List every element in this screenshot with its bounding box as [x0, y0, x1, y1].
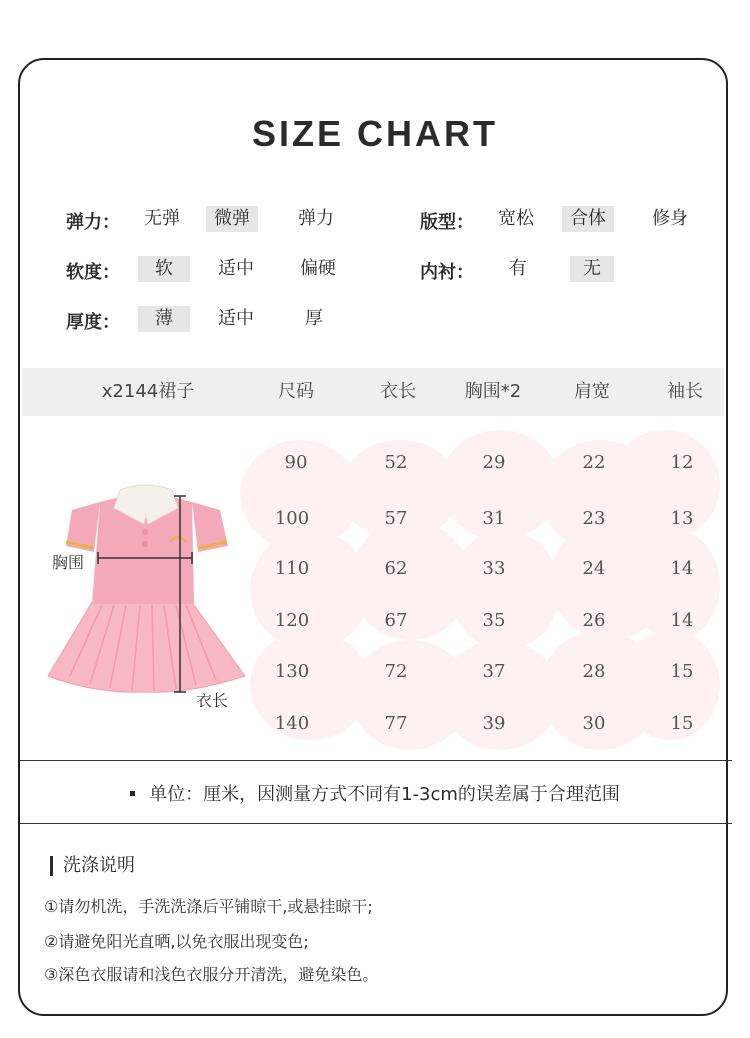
table-cell: 29: [482, 452, 506, 473]
table-cell: 90: [284, 452, 308, 473]
table-cell: 72: [384, 661, 408, 682]
header-product: x2144裙子: [101, 381, 195, 402]
softness-option-hard: 偏硬: [300, 258, 336, 279]
divider-top: [20, 760, 732, 761]
table-cell: 52: [384, 452, 408, 473]
table-cell: 23: [582, 508, 606, 529]
thickness-option-thick: 厚: [305, 308, 323, 329]
divider-bottom: [20, 823, 732, 824]
fit-option-regular: 合体: [562, 206, 614, 232]
table-cell: 14: [670, 558, 694, 579]
table-cell: 12: [670, 452, 694, 473]
table-cell: 140: [274, 713, 310, 734]
wash-item: ③深色衣服请和浅色衣服分开清洗，避免染色。: [44, 965, 379, 984]
table-cell: 35: [482, 610, 506, 631]
table-cell: 120: [274, 610, 310, 631]
table-cell: 15: [670, 713, 694, 734]
table-cell: 33: [482, 558, 506, 579]
table-cell: 57: [384, 508, 408, 529]
table-cell: 24: [582, 558, 606, 579]
fit-label: 版型：: [420, 212, 474, 233]
table-cell: 28: [582, 661, 606, 682]
unit-note: [0, 780, 750, 806]
table-cell: 110: [274, 558, 310, 579]
table-cell: 77: [384, 713, 408, 734]
table-cell: 67: [384, 610, 408, 631]
bullet-icon: [130, 791, 135, 796]
table-cell: 100: [274, 508, 310, 529]
elasticity-option-elastic: 弹力: [298, 208, 334, 229]
elasticity-option-slight: 微弹: [206, 206, 258, 232]
chest-measure-label: 胸围: [52, 553, 85, 572]
table-cell: 15: [670, 661, 694, 682]
thickness-option-medium: 适中: [218, 308, 254, 329]
wash-item: ①请勿机洗，手洗洗涤后平铺晾干,或悬挂晾干;: [44, 897, 373, 916]
elasticity-label: 弹力：: [66, 212, 120, 233]
wash-title: 洗涤说明: [50, 856, 135, 876]
thickness-label: 厚度：: [66, 312, 120, 333]
lining-label: 内衬：: [420, 262, 474, 283]
softness-label: 软度：: [66, 262, 120, 283]
header-size: 尺码: [278, 381, 314, 402]
table-cell: 39: [482, 713, 506, 734]
fit-option-loose: 宽松: [498, 208, 534, 229]
fit-option-slim: 修身: [652, 208, 688, 229]
header-chest: 胸围*2: [464, 381, 522, 402]
header-length: 衣长: [380, 381, 416, 402]
thickness-option-thin: 薄: [138, 306, 190, 332]
table-cell: 31: [482, 508, 506, 529]
header-shoulder: 肩宽: [574, 381, 610, 402]
table-cell: 13: [670, 508, 694, 529]
page-title: SIZE CHART: [252, 113, 498, 154]
elasticity-option-none: 无弹: [144, 208, 180, 229]
softness-option-medium: 适中: [218, 258, 254, 279]
lining-option-no: 无: [570, 256, 614, 282]
lining-option-yes: 有: [509, 258, 527, 279]
unit-note-text: 单位：厘米，因测量方式不同有1-3cm的误差属于合理范围: [149, 784, 620, 805]
table-cell: 26: [582, 610, 606, 631]
table-cell: 62: [384, 558, 408, 579]
table-cell: 14: [670, 610, 694, 631]
table-cell: 130: [274, 661, 310, 682]
background-blob: [450, 530, 560, 650]
dress-illustration: [40, 480, 255, 710]
softness-option-soft: 软: [138, 256, 190, 282]
wash-item: ②请避免阳光直晒,以免衣服出现变色;: [44, 932, 309, 951]
table-cell: 22: [582, 452, 606, 473]
table-cell: 37: [482, 661, 506, 682]
length-measure-label: 衣长: [196, 691, 229, 710]
table-cell: 30: [582, 713, 606, 734]
header-sleeve: 袖长: [667, 381, 703, 402]
